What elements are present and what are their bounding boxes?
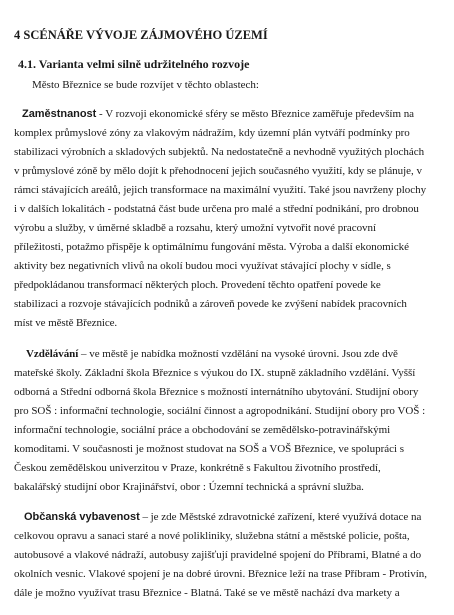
paragraph-line: informační technologie, sociální práce a obchodování se zemědělsko-potravinářskými: [14, 424, 391, 436]
paragraph-line: komoditami. V současnosti je možnost studovat na SOŠ a VOŠ Březnice, ve spolupráci s: [14, 443, 404, 455]
paragraph-line: v průmyslové zóně by mělo dojít k přehodnocení jejich současného využití, kdy se plánuje, v: [14, 165, 422, 177]
paragraph-line: celkovou opravu a sanaci staré a nové polikliniky, služebna státní a městské policie, pošta,: [14, 530, 410, 542]
paragraph-line: Českou zemědělskou univerzitou v Praze, konkrétně s Fakultou životního prostředí,: [14, 462, 381, 474]
paragraph-line: Vzdělávání – ve městě je nabídka možností vzdělání na vysoké úrovni. Jsou zde dvě: [26, 348, 398, 360]
paragraph-education: [14, 345, 450, 497]
intro-text: Město Březnice se bude rozvíjet v těchto oblastech:: [32, 79, 259, 91]
paragraph-line: aktivity bez negativních vlivů na okolí budou moci využívat stávající plochy v sídle, s: [14, 260, 391, 272]
paragraph-line: příležitosti, potažmo přispěje k optimálnímu fungování města. Výroba a další ekonomické: [14, 241, 409, 253]
paragraph-employment: [14, 105, 450, 333]
paragraph-civic-amenities: [14, 508, 450, 603]
paragraph-line: autobusové a vlakové nádraží, autobusy zajišťují pravidelné spojení do Příbrami, Blatné a do: [14, 549, 422, 561]
section-heading: 4 SCÉNÁŘE VÝVOJE ZÁJMOVÉHO ÚZEMÍ: [14, 28, 268, 42]
paragraph-lead: Vzdělávání: [26, 348, 79, 360]
paragraph-line: předpokládanou transformací některých ploch. Provedení těchto opatření povede ke: [14, 279, 381, 291]
paragraph-lead: Zaměstnanost: [22, 108, 97, 120]
paragraph-lead: Občanská vybavenost: [24, 511, 140, 523]
paragraph-line: rámci stávajících areálů, jejich transformace na maximální využití. Také jsou navrženy plochy: [14, 184, 427, 196]
paragraph-line: komplex průmyslové zóny za vlakovým nádražím, kdy územní plán vytváří podmínky pro: [14, 127, 410, 139]
paragraph-line: okolních vesnic. Vlakové spojení je na dobré úrovni. Březnice leží na trase Příbram - Protivín,: [14, 568, 427, 580]
subsection-heading: 4.1. Varianta velmi silně udržitelného rozvoje: [18, 57, 250, 71]
paragraph-line: i v dalších lokalitách - podstatná část bude určena pro malé a střední podnikání, pro drobnou: [14, 203, 419, 215]
paragraph-line: odborná a Střední odborná škola Březnice s možností internátního ubytování. Studijní obory: [14, 386, 419, 398]
paragraph-line: výrobu a služby, v úměrné skladbě a rozsahu, který umožní vytvořit nové pracovní: [14, 222, 377, 234]
paragraph-line: mateřské školy. Základní škola Březnice s výukou do IX. stupně základního vzdělání. Vyšší: [14, 367, 416, 379]
paragraph-line: dále je možno využívat trasu Březnice - Blatná. Také se ve městě nachází dva markety a: [14, 587, 400, 599]
paragraph-line: bakalářský studijní obor Krajinářství, obor : Územní technická a správní služba.: [14, 481, 364, 493]
paragraph-line: Zaměstnanost - V rozvoji ekonomické sféry se město Březnice zaměřuje především na: [22, 108, 415, 120]
paragraph-line: pro SOŠ : informační technologie, sociální činnost a agropodnikání. Studijní obory pro VOŠ :: [14, 405, 426, 417]
paragraph-line: míst ve městě Březnice.: [14, 317, 118, 329]
paragraph-line: stabilizaci výrobních a skladových subjektů. Na nedostatečně a nevhodně využitých plochách: [14, 146, 425, 158]
paragraph-line: Občanská vybavenost – je zde Městské zdravotnické zařízení, které využívá dotace na: [24, 511, 422, 523]
paragraph-line: stabilizaci a rozvoje stávajících podniků a zároveň povede ke zvýšení nabídek pracovních: [14, 298, 407, 310]
